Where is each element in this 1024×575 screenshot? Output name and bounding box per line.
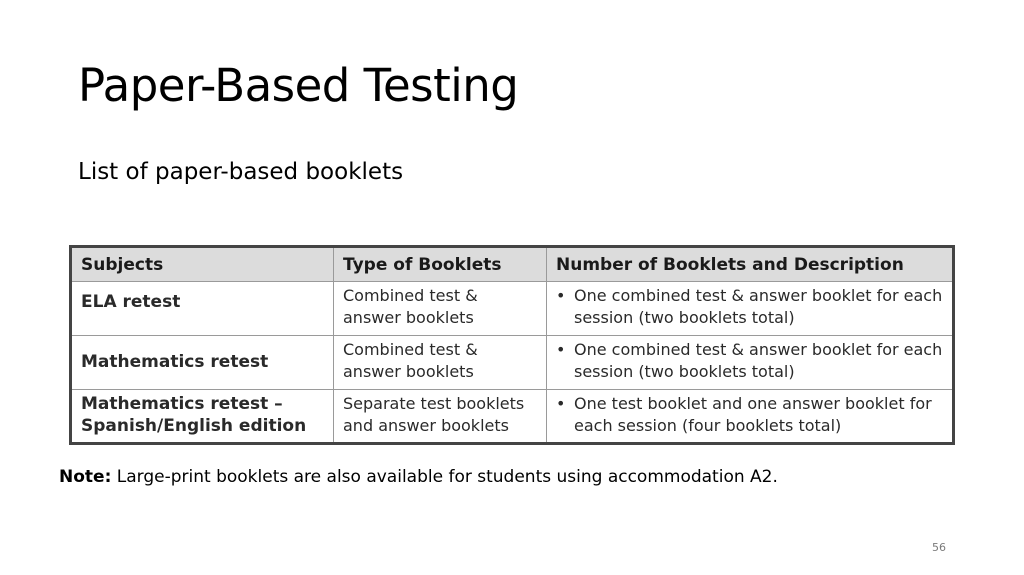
subject-cell: Mathematics retest xyxy=(71,336,334,390)
description-cell xyxy=(547,336,954,390)
type-cell: Combined test & answer booklets xyxy=(334,282,547,336)
note-text: Large-print booklets are also available for students using accommodation A2. xyxy=(111,467,778,487)
type-cell: Combined test & answer booklets xyxy=(334,336,547,390)
slide-subtitle: List of paper-based booklets xyxy=(78,159,404,185)
page-number: 56 xyxy=(932,541,946,554)
booklets-table xyxy=(69,245,955,445)
subject-cell: ELA retest xyxy=(71,282,334,336)
subject-cell: Mathematics retest – Spanish/English edition xyxy=(71,390,334,444)
description-cell xyxy=(547,390,954,444)
description-text: One combined test & answer booklet for each session (two booklets total) xyxy=(574,286,943,327)
table-row xyxy=(71,336,954,390)
table-row xyxy=(71,390,954,444)
booklets-table-container xyxy=(69,245,952,445)
note-label: Note: xyxy=(59,467,112,487)
description-cell xyxy=(547,282,954,336)
description-text: One test booklet and one answer booklet for each session (four booklets total) xyxy=(574,394,932,435)
type-cell: Separate test booklets and answer booklets xyxy=(334,390,547,444)
slide-title: Paper-Based Testing xyxy=(78,59,519,112)
header-type-of-booklets: Type of Booklets xyxy=(334,247,547,282)
note xyxy=(59,465,778,489)
table-row xyxy=(71,282,954,336)
description-text: One combined test & answer booklet for each session (two booklets total) xyxy=(574,340,943,381)
table-header-row xyxy=(71,247,954,282)
bullet-icon: • xyxy=(556,394,566,413)
header-subjects: Subjects xyxy=(71,247,334,282)
header-number-and-description: Number of Booklets and Description xyxy=(547,247,954,282)
bullet-icon: • xyxy=(556,286,566,305)
bullet-icon: • xyxy=(556,340,566,359)
